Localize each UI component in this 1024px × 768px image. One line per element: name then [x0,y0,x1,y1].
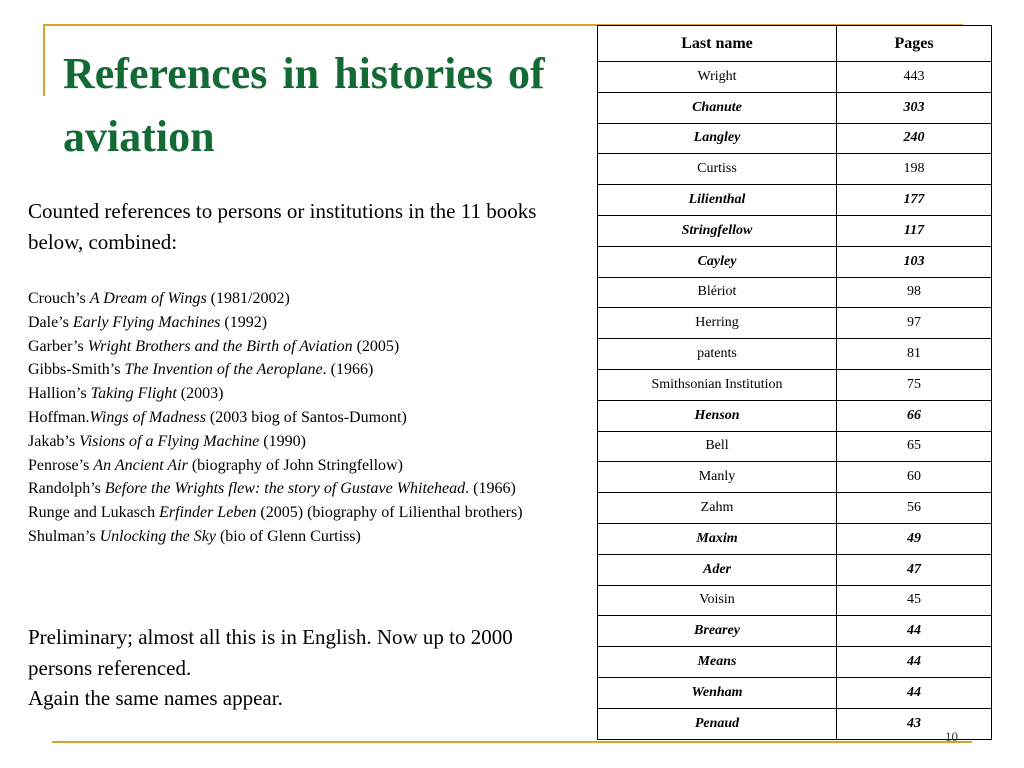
book-author: Shulman’s [28,527,100,545]
cell-pages: 198 [837,154,992,185]
book-note: (1992) [220,313,268,331]
cell-pages: 43 [837,708,992,739]
table-header-row [598,26,992,62]
cell-last-name: Herring [598,308,837,339]
cell-last-name: Cayley [598,246,837,277]
book-author: Jakab’s [28,432,80,450]
cell-pages: 98 [837,277,992,308]
cell-pages: 44 [837,647,992,678]
table-row [598,616,992,647]
table-row [598,185,992,216]
cell-last-name: Zahm [598,493,837,524]
table-row [598,493,992,524]
cell-pages: 45 [837,585,992,616]
cell-last-name: Manly [598,462,837,493]
cell-last-name: Brearey [598,616,837,647]
table-row [598,62,992,93]
header-pages: Pages [837,26,992,62]
book-title: Taking Flight [90,385,177,403]
book-title: Wright Brothers and the Birth of Aviation [87,337,353,355]
cell-pages: 49 [837,523,992,554]
cell-last-name: Chanute [598,92,837,123]
table-row [598,92,992,123]
page-number: 10 [945,729,958,744]
table-row [598,708,992,739]
cell-pages: 47 [837,554,992,585]
book-author: Runge and Lukasch [28,504,160,522]
cell-pages: 65 [837,431,992,462]
table-row [598,369,992,400]
table-row [598,215,992,246]
book-item [28,501,548,525]
cell-last-name: Curtiss [598,154,837,185]
cell-pages: 240 [837,123,992,154]
cell-last-name: Blériot [598,277,837,308]
cell-pages: 97 [837,308,992,339]
accent-line-left [43,24,45,96]
book-note: (2003 biog of Santos-Dumont) [205,408,407,426]
cell-last-name: Wright [598,62,837,93]
cell-last-name: Stringfellow [598,215,837,246]
book-author: Randolph’s [28,480,105,498]
table-row [598,462,992,493]
cell-pages: 75 [837,369,992,400]
book-author: Dale’s [28,313,73,331]
book-note: (2003) [176,385,224,403]
cell-pages: 44 [837,677,992,708]
book-title: Before the Wrights flew: the story of Gustave Whitehead [104,480,466,498]
book-title: Visions of a Flying Machine [79,432,260,450]
book-item [28,287,548,311]
cell-pages: 303 [837,92,992,123]
table-row [598,431,992,462]
book-item [28,382,548,406]
table-row [598,554,992,585]
book-note: (2005) (biography of Lilienthal brothers) [256,504,523,522]
table-row [598,400,992,431]
table-row [598,154,992,185]
header-last-name: Last name [598,26,837,62]
book-item [28,454,548,478]
cell-last-name: Means [598,647,837,678]
cell-pages: 56 [837,493,992,524]
book-item [28,358,548,382]
table-row [598,123,992,154]
cell-pages: 66 [837,400,992,431]
cell-pages: 103 [837,246,992,277]
outro-line-1: Preliminary; almost all this is in English. Now up to 2000 persons referenced. [28,625,513,680]
cell-last-name: Penaud [598,708,837,739]
outro-line-2: Again the same names appear. [28,686,283,710]
book-list [28,287,548,549]
cell-last-name: Langley [598,123,837,154]
accent-line-bottom [52,741,972,743]
book-note: (bio of Glenn Curtiss) [215,527,361,545]
book-title: Wings of Madness [89,408,206,426]
book-item [28,525,548,549]
table-row [598,339,992,370]
cell-pages: 117 [837,215,992,246]
book-note: . (1966) [322,361,374,379]
cell-last-name: patents [598,339,837,370]
book-author: Hoffman. [28,408,90,426]
book-title: An Ancient Air [93,456,188,474]
book-item [28,311,548,335]
cell-pages: 81 [837,339,992,370]
book-title: The Invention of the Aeroplane [124,361,323,379]
cell-pages: 443 [837,62,992,93]
book-note: . (1966) [465,480,516,498]
book-note: (biography of John Stringfellow) [187,456,403,474]
book-author: Garber’s [28,337,88,355]
cell-last-name: Voisin [598,585,837,616]
cell-last-name: Bell [598,431,837,462]
book-author: Crouch’s [28,290,90,307]
references-table [597,25,992,740]
table-row [598,246,992,277]
book-item [28,430,548,454]
book-author: Hallion’s [28,385,91,403]
table-row [598,585,992,616]
cell-last-name: Ader [598,554,837,585]
cell-pages: 177 [837,185,992,216]
book-title: Unlocking the Sky [99,527,216,545]
slide-title: References in histories of aviation [63,49,545,161]
cell-last-name: Wenham [598,677,837,708]
table-row [598,523,992,554]
book-item [28,477,548,501]
cell-pages: 44 [837,616,992,647]
cell-pages: 60 [837,462,992,493]
cell-last-name: Maxim [598,523,837,554]
book-note: (1981/2002) [206,290,290,307]
book-title: Early Flying Machines [72,313,221,331]
book-author: Gibbs-Smith’s [28,361,125,379]
outro-text [28,622,548,714]
table-body [598,62,992,740]
book-note: (2005) [352,337,400,355]
intro-text: Counted references to persons or institutions in the 11 books below, combined: [28,199,537,254]
cell-last-name: Henson [598,400,837,431]
book-author: Penrose’s [28,456,94,474]
book-item [28,335,548,359]
table-row [598,277,992,308]
cell-last-name: Lilienthal [598,185,837,216]
book-title: A Dream of Wings [89,290,207,307]
cell-last-name: Smithsonian Institution [598,369,837,400]
book-item [28,406,548,430]
table-row [598,308,992,339]
book-note: (1990) [259,432,306,450]
table-row [598,677,992,708]
table-row [598,647,992,678]
book-title: Erfinder Leben [159,504,257,522]
